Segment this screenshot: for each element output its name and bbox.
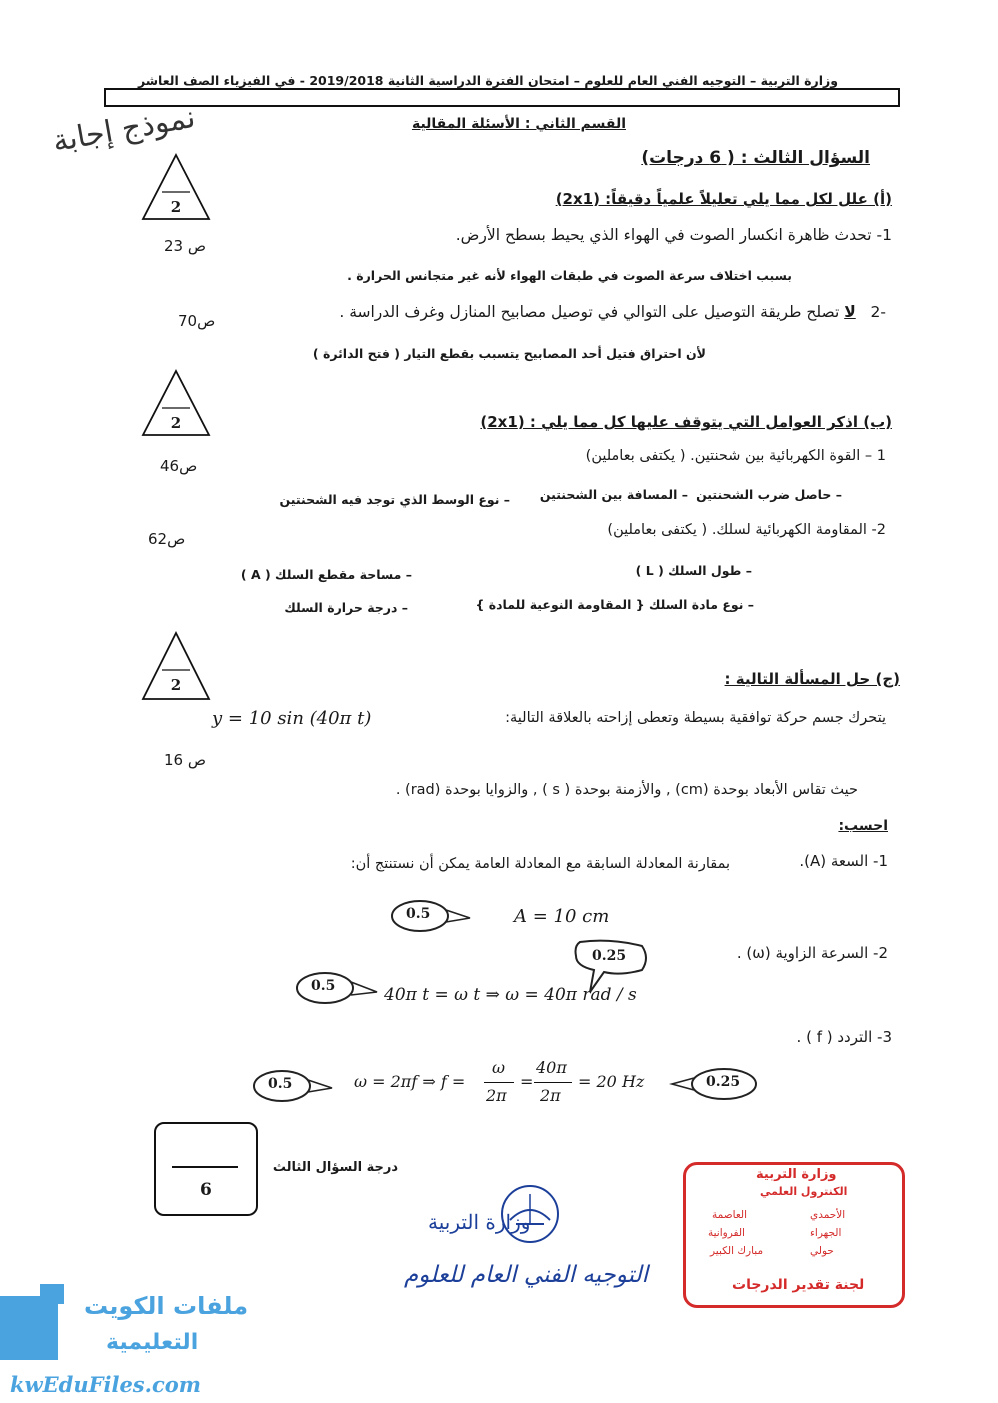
c-a2: 40π t = ω t ⇒ ω = 40π rad / s: [384, 985, 637, 1005]
b2-answer-4: – درجة حرارة السلك: [284, 600, 408, 615]
part-a-title: (أ) علل لكل مما يلي تعليلاً علمياً دقيقاً: (2x1): [555, 190, 892, 208]
watermark-block-icon: [0, 1296, 58, 1360]
question-title: السؤال الثالث : ( 6 درجات): [641, 148, 870, 168]
score-triangle-c: [140, 630, 212, 706]
score-value-c: 2: [170, 676, 182, 694]
part-a-item2: [339, 303, 886, 321]
page-ref-c: ص 16: [164, 751, 206, 769]
watermark-block-small-icon: [40, 1284, 64, 1304]
c-q3: 3- التردد ( f ) .: [796, 1028, 892, 1046]
score-value-b: 2: [170, 414, 182, 432]
c-a3-num2: 40π: [536, 1058, 567, 1077]
total-divider: [172, 1166, 238, 1168]
stamp-line1: وزارة التربية: [756, 1167, 837, 1182]
part-a-item1: 1- تحدث ظاهرة انكسار الصوت في الهواء الذي يحيط بسطح الأرض.: [455, 226, 892, 244]
fraction-bar-1: [484, 1082, 514, 1083]
b2-answer-1: – طول السلك ( L ): [635, 563, 752, 578]
b2-answer-2: – مساحة مقطع السلك ( A ): [240, 567, 412, 582]
stamp-check-4: الفروانية: [708, 1227, 745, 1239]
score-triangle-b: [140, 368, 212, 442]
watermark-site: kwEduFiles.com: [10, 1372, 201, 1397]
part-c-title: (ج) حل المسألة التالية :: [724, 670, 900, 688]
c-a3-num1: ω: [492, 1058, 506, 1077]
c-a3-lhs: ω = 2πf ⇒ f =: [354, 1072, 466, 1091]
page-ref-a1: ص 23: [164, 237, 206, 255]
calc-label: احسب:: [838, 818, 888, 834]
score-value-a: 2: [170, 198, 182, 216]
b1-answer-2: – المسافة بين الشحنتين: [539, 487, 688, 502]
stamp-check-5: مبارك الكبير: [710, 1245, 764, 1257]
a2-extra-score-text: 0.25: [592, 948, 627, 964]
part-b-item2: 2- المقاومة الكهربائية لسلك. ( يكتفى بعاملين): [607, 522, 886, 538]
part-c-intro: يتحرك جسم حركة توافقية بسيطة وتعطى إزاحته بالعلاقة التالية:: [505, 710, 886, 726]
item2-neg: لا: [844, 303, 856, 321]
a1-score-text: 0.5: [406, 906, 431, 922]
stamp-check-2: حولي: [810, 1245, 834, 1257]
stamp-check-0: الأحمدي: [810, 1209, 846, 1221]
c-a1: A = 10 cm: [514, 906, 610, 927]
c-q1-note: بمقارنة المعادلة السابقة مع المعادلة العامة يمكن أن نستنتج أن:: [350, 856, 730, 872]
b1-answer-1: – حاصل ضرب الشحنتين: [696, 487, 842, 502]
logo-line2: التوجيه الفني العام للعلوم: [404, 1262, 648, 1288]
stamp-check-3: العاصمة: [712, 1209, 747, 1221]
a3-extra-score-text: 0.25: [706, 1074, 741, 1090]
part-a-answer1: بسبب اختلاف سرعة الصوت في طبقات الهواء لأنه غير متجانس الحرارة .: [347, 268, 792, 283]
c-q1: 1- السعة (A).: [799, 852, 888, 870]
stamp-bottom: لجنة تقدير الدرجات: [732, 1277, 865, 1293]
page-ref-b1: ص46: [160, 457, 198, 475]
page-ref-b2: ص62: [148, 530, 186, 548]
c-a3-den2: 2π: [540, 1086, 561, 1105]
control-stamp: [683, 1162, 905, 1308]
a3-score-text: 0.5: [268, 1076, 293, 1092]
total-label: درجة السؤال الثالث: [272, 1160, 398, 1175]
logo-line1: وزارة التربية: [428, 1210, 531, 1234]
part-c-equation: y = 10 sin (40π t): [212, 708, 372, 729]
header-box: [104, 88, 900, 107]
fraction-bar-2: [534, 1082, 572, 1083]
a2-score-text: 0.5: [311, 978, 336, 994]
b2-answer-3: – نوع مادة السلك { المقاومة النوعية للمادة }: [475, 597, 754, 612]
watermark-line2: التعليمية: [106, 1330, 199, 1355]
watermark-line1: ملفات الكويت: [84, 1292, 249, 1320]
item2-text: تصلح طريقة التوصيل على التوالي في توصيل مصابيح المنازل وغرف الدراسة .: [339, 303, 840, 321]
part-a-answer2: لأن احتراق فتيل أحد المصابيح يتسبب بقطع التيار ( فتح الدائرة ): [312, 346, 706, 361]
section-title: القسم الثاني : الأسئلة المقالية: [411, 116, 626, 132]
stamp-line2: الكنترول العلمي: [760, 1185, 848, 1198]
part-b-item1: 1 – القوة الكهربائية بين شحنتين. ( يكتفى بعاملين): [585, 448, 886, 464]
part-c-units: حيث تقاس الأبعاد بوحدة (cm) , والأزمنة بوحدة ( s ) , والزوايا بوحدة (rad) .: [395, 782, 858, 798]
total-value: 6: [200, 1180, 212, 1200]
score-triangle-a: [140, 152, 212, 226]
item2-num: -2: [870, 303, 886, 321]
answer-model-label: نموذج إجابة: [50, 99, 198, 160]
header-line: وزارة التربية – التوجيه الفني العام للعلوم – امتحان الفترة الدراسية الثانية 2019/2018 - في الفيزياء الصف العاشر: [137, 73, 838, 88]
c-a3-den1: 2π: [486, 1086, 507, 1105]
c-q2: 2- السرعة الزاوية (ω) .: [736, 944, 888, 962]
total-score-box: [154, 1122, 258, 1216]
c-a3-rhs: = 20 Hz: [578, 1072, 645, 1091]
watermark: [0, 1284, 250, 1403]
page-ref-a2: ص70: [178, 312, 216, 330]
c-a3-eq-sign: =: [520, 1072, 534, 1091]
ministry-logo: [400, 1176, 660, 1306]
stamp-check-1: الجهراء: [810, 1227, 842, 1239]
b1-answer-3: – نوع الوسط الذي توجد فيه الشحنتين: [279, 492, 510, 507]
part-b-title: (ب) اذكر العوامل التي يتوقف عليها كل مما يلي : (2x1): [480, 413, 892, 431]
